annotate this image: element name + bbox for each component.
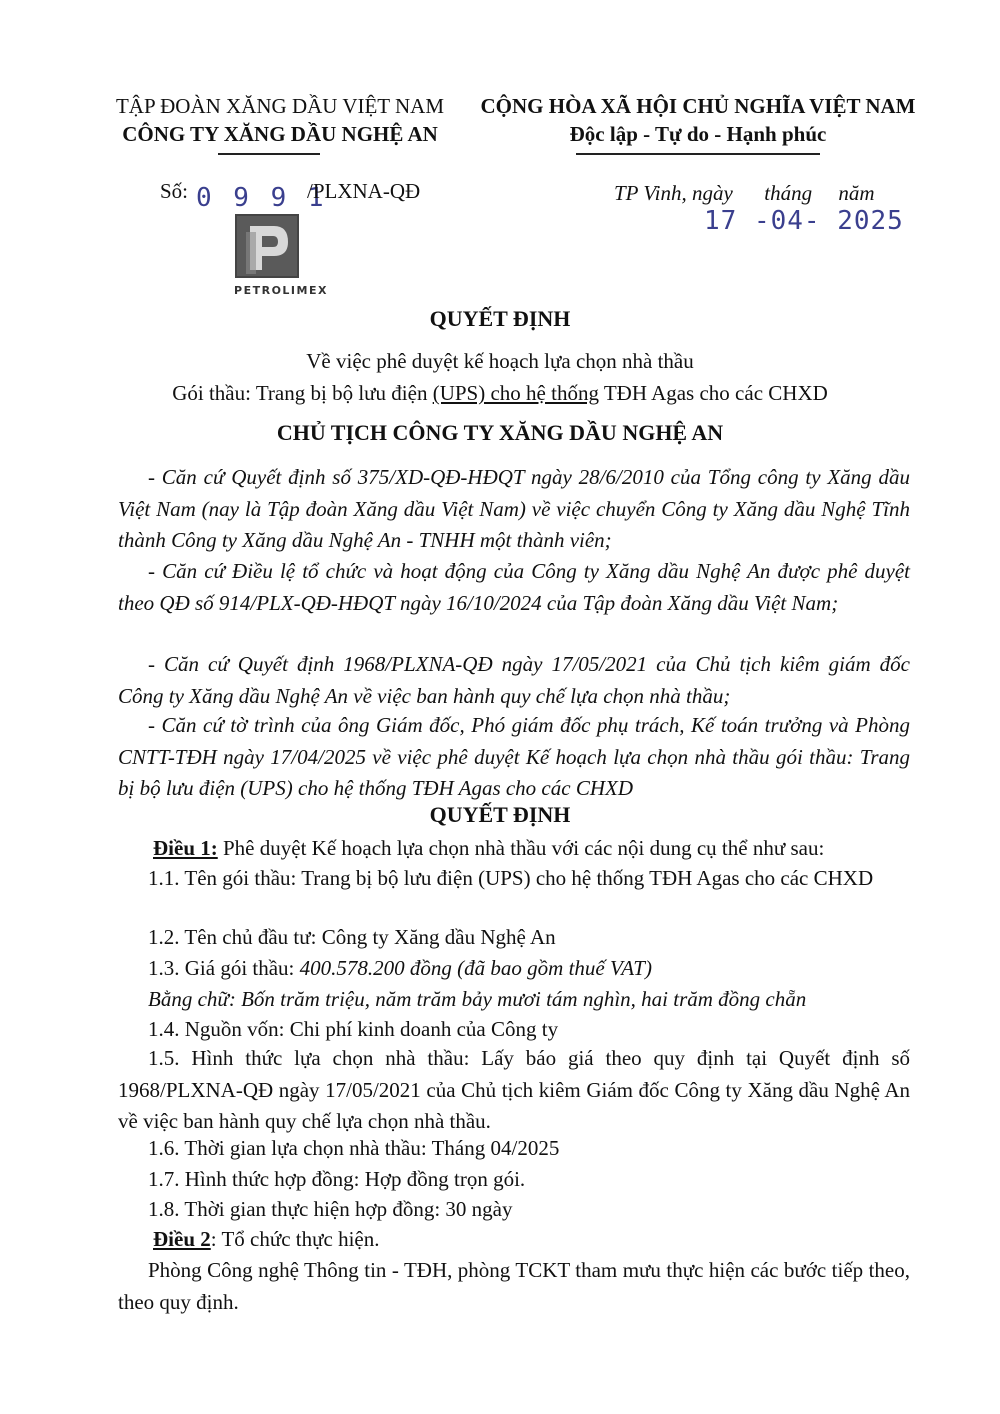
date-stamp: 17 -04- 2025 <box>704 206 904 236</box>
left-header-underline <box>218 153 320 155</box>
article-2-body <box>118 1255 910 1318</box>
petrolimex-logo <box>216 212 346 302</box>
item-1-2: 1.2. Tên chủ đầu tư: Công ty Xăng dầu Nghệ An <box>148 925 556 949</box>
basis-1-text: - Căn cứ Quyết định số 375/XD-QĐ-HĐQT ngày 28/6/2010 của Tổng công ty Xăng dầu Việt Nam (nay là Tập đoàn Xăng dầu Việt Nam) về việc chuyển Công ty Xăng dầu Nghệ Tĩnh thành Công ty Xăng dầu Nghệ An - TNHH một thành viên; <box>118 465 910 552</box>
decision-heading: QUYẾT ĐỊNH <box>429 802 571 827</box>
article-2-text: : Tổ chức thực hiện. <box>210 1227 380 1251</box>
company-name: CÔNG TY XĂNG DẦU NGHỆ AN <box>122 122 438 146</box>
org-name: TẬP ĐOÀN XĂNG DẦU VIỆT NAM <box>115 94 445 118</box>
article-1-label: Điều 1: <box>153 836 218 860</box>
item-1-6: 1.6. Thời gian lựa chọn nhà thầu: Tháng 04/2025 <box>148 1136 560 1160</box>
article-2-label: Điều 2 <box>153 1227 211 1251</box>
item-1-3-words: Bằng chữ: Bốn trăm triệu, năm trăm bảy mươi tám nghìn, hai trăm đồng chẵn <box>148 987 807 1011</box>
item-1-7: 1.7. Hình thức hợp đồng: Hợp đồng trọn gói. <box>148 1167 526 1191</box>
basis-4 <box>118 710 910 805</box>
item-1-5-text: 1.5. Hình thức lựa chọn nhà thầu: Lấy báo giá theo quy định tại Quyết định số 1968/PLXNA-QĐ ngày 17/05/2021 của Chủ tịch kiêm Giám đốc Công ty Xăng dầu Nghệ An về việc ban hành quy chế lựa chọn nhà thầu. <box>118 1046 910 1133</box>
document-title: QUYẾT ĐỊNH <box>429 306 571 331</box>
number-label: Số: <box>160 179 189 203</box>
item-1-1 <box>118 863 910 895</box>
subtitle-2-post: TĐH Agas cho các CHXD <box>598 381 828 405</box>
item-1-3-value: 400.578.200 đồng (đã bao gồm thuế VAT) <box>299 956 652 980</box>
number-stamp: 0 9 9 1 <box>196 183 327 213</box>
number-suffix: /PLXNA-QĐ <box>307 179 421 203</box>
country-name: CỘNG HÒA XÃ HỘI CHỦ NGHĨA VIỆT NAM <box>480 94 916 118</box>
item-1-3 <box>148 955 652 981</box>
basis-2 <box>118 556 910 619</box>
logo-text: PETROLIMEX <box>234 284 328 297</box>
item-1-8: 1.8. Thời gian thực hiện hợp đồng: 30 ngày <box>148 1197 513 1221</box>
subtitle-2-pre: Gói thầu: Trang bị bộ lưu điện <box>172 381 433 405</box>
issuing-authority: CHỦ TỊCH CÔNG TY XĂNG DẦU NGHỆ AN <box>276 420 724 445</box>
document-subtitle-1: Về việc phê duyệt kế hoạch lựa chọn nhà thầu <box>306 349 694 373</box>
national-motto: Độc lập - Tự do - Hạnh phúc <box>569 122 827 146</box>
item-1-3-label: 1.3. Giá gói thầu: <box>148 956 300 980</box>
subtitle-2-ups: (UPS) cho hệ thống <box>432 381 599 405</box>
right-header-underline <box>576 153 820 155</box>
place-date: TP Vinh, ngày tháng năm <box>614 181 875 205</box>
item-1-1-text: 1.1. Tên gói thầu: Trang bị bộ lưu điện (UPS) cho hệ thống TĐH Agas cho các CHXD <box>148 866 874 890</box>
basis-3 <box>118 649 910 712</box>
basis-1 <box>118 462 910 557</box>
article-1 <box>153 835 824 861</box>
item-1-4: 1.4. Nguồn vốn: Chi phí kinh doanh của Công ty <box>148 1017 559 1041</box>
article-1-text: Phê duyệt Kế hoạch lựa chọn nhà thầu với các nội dung cụ thể như sau: <box>217 836 825 860</box>
item-1-5 <box>118 1043 910 1138</box>
article-2-body-text: Phòng Công nghệ Thông tin - TĐH, phòng TCKT tham mưu thực hiện các bước tiếp theo, theo quy định. <box>118 1258 910 1314</box>
article-2 <box>153 1226 380 1252</box>
basis-3-text: - Căn cứ Quyết định 1968/PLXNA-QĐ ngày 17/05/2021 của Chủ tịch kiêm giám đốc Công ty Xăng dầu Nghệ An về việc ban hành quy chế lựa chọn nhà thầu; <box>118 652 910 708</box>
document-subtitle-2 <box>0 380 1000 406</box>
basis-2-text: - Căn cứ Điều lệ tổ chức và hoạt động của Công ty Xăng dầu Nghệ An được phê duyệt theo QĐ số 914/PLX-QĐ-HĐQT ngày 16/10/2024 của Tập đoàn Xăng dầu Việt Nam; <box>118 559 910 615</box>
basis-4-text: - Căn cứ tờ trình của ông Giám đốc, Phó giám đốc phụ trách, Kế toán trưởng và Phòng CNTT-TĐH ngày 17/04/2025 về việc phê duyệt Kế hoạch lựa chọn nhà thầu gói thầu: Trang bị bộ lưu điện (UPS) cho hệ thống TĐH Agas cho các CHXD <box>118 713 910 800</box>
